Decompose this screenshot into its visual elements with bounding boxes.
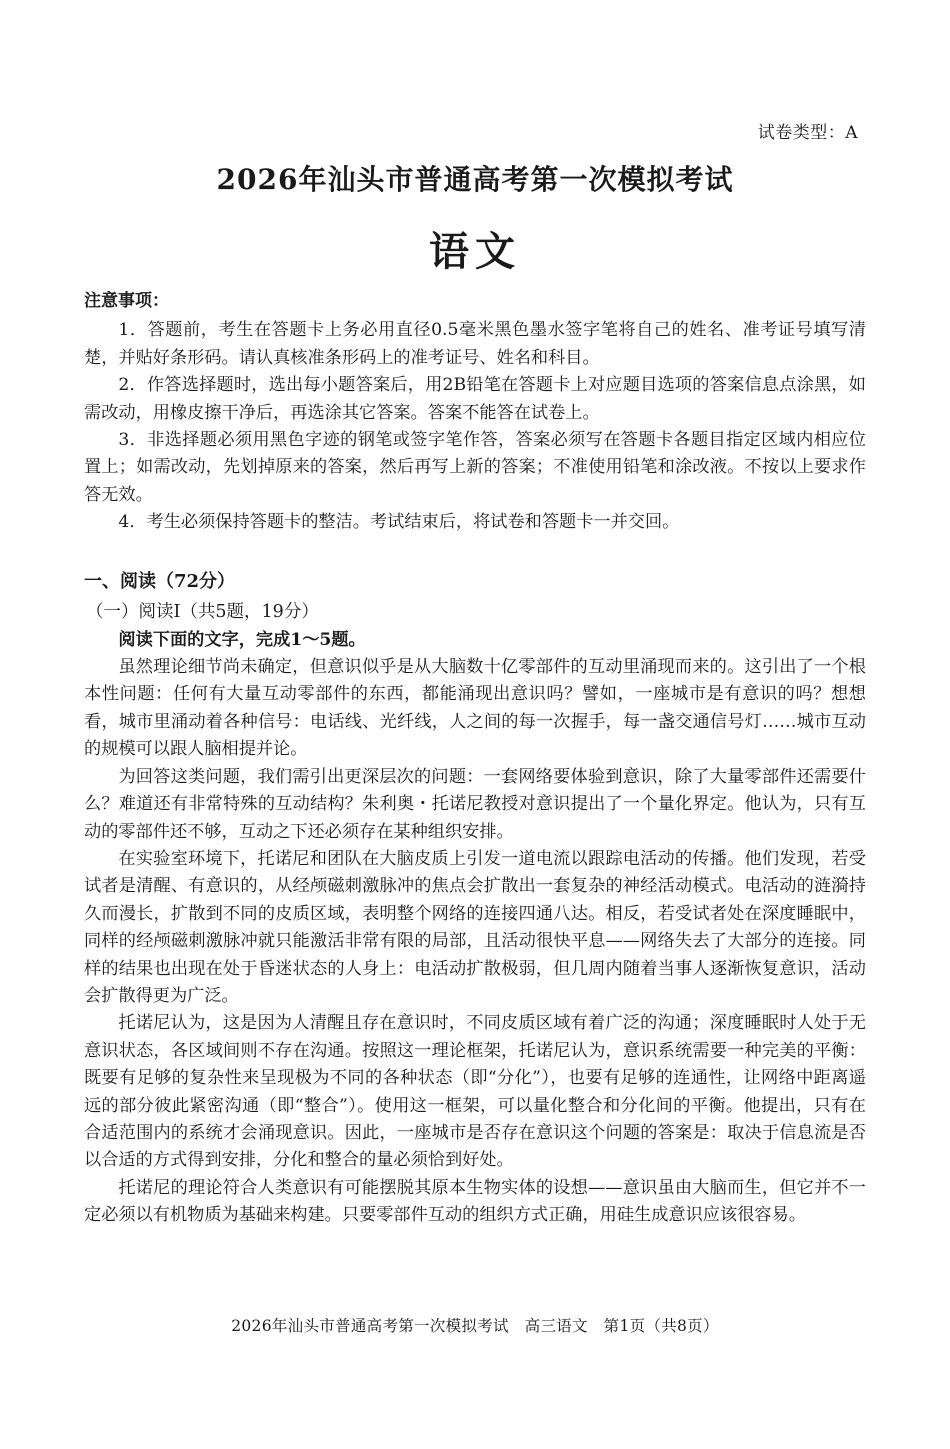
exam-content [84, 288, 866, 1230]
section-subheading: （一）阅读Ⅰ（共5题，19分） [86, 601, 319, 622]
reading-instruction: 阅读下面的文字，完成1～5题。 [118, 629, 366, 650]
page-footer: 2026年汕头市普通高考第一次模拟考试 高三语文 第1页（共8页） [231, 1317, 719, 1335]
section-heading: 一、阅读（72分） [84, 570, 236, 592]
paper-type-label: 试卷类型：A [757, 123, 858, 143]
passage-paragraph-3: 在实验室环境下，托诺尼和团队在大脑皮质上引发一道电流以跟踪电活动的传播。他们发现，若受试者是清醒、有意识的，从经颅磁刺激脉冲的焦点会扩散出一套复杂的神经活动模式。电活动的涟漪持久而漫长，扩散到不同的皮质区域，表明整个网络的连接四通八达。相反，若受试者处在深度睡眠中，同样的经颅磁刺激脉冲就只能激活非常有限的局部，且活动很快平息——网络失去了大部分的连接。同样的结果也出现在处于昏迷状态的人身上：电活动扩散极弱，但几周内随着当事人逐渐恢复意识，活动会扩散得更为广泛。 [84, 848, 866, 1006]
passage-paragraph-2: 为回答这类问题，我们需引出更深层次的问题：一套网络要体验到意识，除了大量零部件还需要什么？难道还有非常特殊的互动结构？朱利奥・托诺尼教授对意识提出了一个量化界定。他认为，只有互动的零部件还不够，互动之下还必须存在某种组织安排。 [84, 766, 866, 842]
notice-item-3: 3．非选择题必须用黑色字迹的钢笔或签字笔作答，答案必须写在答题卡各题目指定区域内相应位置上；如需改动，先划掉原来的答案，然后再写上新的答案；不准使用铅笔和涂改液。不按以上要求作答无效。 [84, 430, 866, 505]
passage-paragraph-5: 托诺尼的理论符合人类意识有可能摆脱其原本生物实体的设想——意识虽由大脑而生，但它并不一定必须以有机物质为基础来构建。只要零部件互动的组织方式正确，用硅生成意识应该很容易。 [84, 1177, 866, 1226]
notice-heading: 注意事项： [84, 291, 169, 311]
passage-paragraph-4: 托诺尼认为，这是因为人清醒且存在意识时，不同皮质区域有着广泛的沟通；深度睡眠时人处于无意识状态，各区域间则不存在沟通。按照这一理论框架，托诺尼认为，意识系统需要一种完美的平衡：既要有足够的复杂性来呈现极为不同的各种状态（即“分化”），也要有足够的连通性，让网络中距离遥远的部分彼此紧密沟通（即“整合”）。使用这一框架，可以量化整合和分化间的平衡。他提出，只有在合适范围内的系统才会涌现意识。因此，一座城市是否存在意识这个问题的答案是：取决于信息流是否以合适的方式得到安排，分化和整合的量必须恰到好处。 [84, 1013, 866, 1171]
notice-item-4: 4．考生必须保持答题卡的整洁。考试结束后，将试卷和答题卡一并交回。 [118, 512, 680, 533]
passage-paragraph-1: 虽然理论细节尚未确定，但意识似乎是从大脑数十亿零部件的互动里涌现而来的。这引出了一个根本性问题：任何有大量互动零部件的东西，都能涌现出意识吗？譬如，一座城市是有意识的吗？想想看，城市里涌动着各种信号：电话线、光纤线，人之间的每一次握手，每一盏交通信号灯……城市互动的规模可以跟人脑相提并论。 [84, 657, 866, 760]
notice-item-1: 1．答题前，考生在答题卡上务必用直径0.5毫米黑色墨水签字笔将自己的姓名、准考证号填写清楚，并贴好条形码。请认真核准条形码上的准考证号、姓名和科目。 [84, 320, 866, 368]
notice-item-2: 2．作答选择题时，选出每小题答案后，用2B铅笔在答题卡上对应题目选项的答案信息点涂黑，如需改动，用橡皮擦干净后，再选涂其它答案。答案不能答在试卷上。 [84, 375, 866, 423]
exam-title: 2026年汕头市普通高考第一次模拟考试 [216, 163, 734, 196]
subject-title: 语文 [429, 228, 521, 275]
